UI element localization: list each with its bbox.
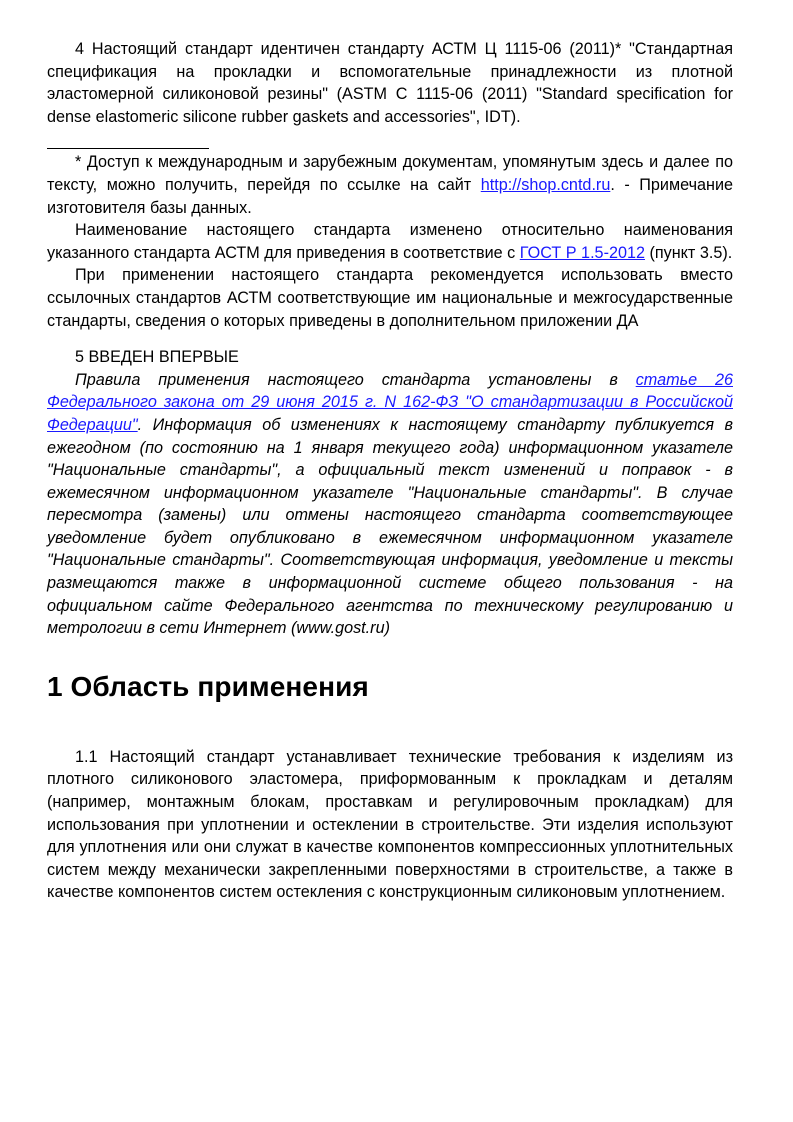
federal-law-link[interactable]: статье 26 Федерального закона от 29 июня 2015 г. N 162-ФЗ "О стандартизации в Российской Федерации" [47, 370, 733, 434]
paragraph-introduced: 5 ВВЕДЕН ВПЕРВЫЕ [75, 348, 239, 367]
footnote-separator [47, 148, 209, 149]
rules-text-end: . Информация об изменениях к настоящему стандарту публикуется в ежегодном (по состоянию на 1 января текущего года) информационном указателе "Национальные стандарты", а официальный текст изменений и поправок - в ежемесячном информационном указателе "Национальные стандарты". В случае пересмотра (замены) или отмены настоящего стандарта соответствующее уведомление будет опубликовано в ежемесячном информационном указателе "Национальные стандарты". Соответствующая информация, уведомление и тексты размещаются также в информационной системе общего пользования - на официальном сайте Федерального агентства по техническому регулированию и метрологии в сети Интернет (www.gost.ru) [47, 415, 733, 638]
naming-note-text-end: (пункт 3.5). [644, 243, 733, 262]
paragraph-naming-note [47, 219, 733, 264]
naming-note-text: Наименование настоящего стандарта изменено относительно наименования указанного стандарта АСТМ для приведения в соответствие с [47, 221, 733, 262]
section-1-heading: 1 Область применения [47, 670, 369, 702]
paragraph-application-rules [47, 369, 733, 640]
gost-r-1-5-2012-link[interactable]: ГОСТ Р 1.5-2012 [519, 243, 645, 262]
document-page [47, 38, 733, 904]
paragraph-references-note: При применении настоящего стандарта рекомендуется использовать вместо ссылочных стандартов АСТМ соответствующие им национальные и межгосударственные стандарты, сведения о которых приведены в дополнительном приложении ДА [47, 266, 733, 330]
rules-text: Правила применения настоящего стандарта установлены в [75, 370, 636, 389]
footnote-access [47, 151, 733, 219]
clause-1-1: 1.1 Настоящий стандарт устанавливает технические требования к изделиям из плотного силиконового эластомера, приформованным к прокладкам и деталям (например, монтажным блокам, проставкам и регулировочным прокладкам) для использования при уплотнении и остеклении в строительстве. Эти изделия используют для уплотнения или они служат в качестве компонентов компрессионных уплотнительных систем между механически закрепленными поверхностями в строительстве, а также в качестве компонентов систем остекления с конструкционным силиконовым уплотнением. [47, 747, 733, 902]
footnote-text-end: . - Примечание изготовителя базы данных. [47, 175, 733, 217]
paragraph-standard-identity: 4 Настоящий стандарт идентичен стандарту АСТМ Ц 1115-06 (2011)* "Стандартная спецификация на прокладки и вспомогательные принадлежности из плотной эластомерной силиконовой резины" (ASTM C 1115-06 (2011) "Standard specification for dense elastomeric silicone rubber gaskets and accessories", IDT). [47, 40, 733, 126]
shop-cntd-link[interactable]: http://shop.cntd.ru [480, 175, 611, 194]
footnote-text: * Доступ к международным и зарубежным документам, упомянутым здесь и далее по тексту, можно получить, перейдя по ссылке на сайт [47, 153, 733, 194]
